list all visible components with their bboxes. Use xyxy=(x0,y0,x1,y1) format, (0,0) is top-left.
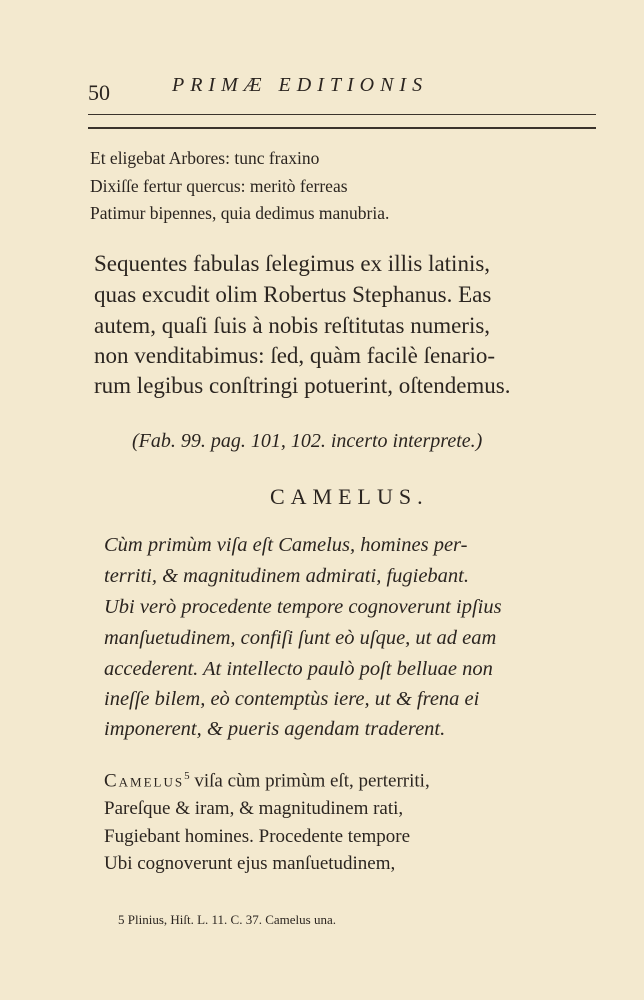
header-rule-thin xyxy=(88,114,596,115)
fable-prose-line: accederent. At intellecto paulò poſt belluae non xyxy=(104,658,493,680)
fable-verse-first-word: Camelus xyxy=(104,770,185,792)
prose-line: autem, quaſi ſuis à nobis reſtitutas numeris, xyxy=(94,313,491,338)
fable-verse-line xyxy=(104,770,430,792)
verse-line: Et eligebat Arbores: tunc fraxino xyxy=(90,148,320,168)
fable-prose-line: manſuetudinem, confiſi ſunt eò uſque, ut ad eam xyxy=(104,627,497,649)
fable-title: CAMELUS. xyxy=(270,484,429,509)
prose-line: Sequentes fabulas ſelegimus ex illis latinis, xyxy=(94,251,491,276)
fable-verse-line: Fugiebant homines. Procedente tempore xyxy=(104,826,411,847)
fable-verse-line: Ubi cognoverunt ejus manſuetudinem, xyxy=(104,853,396,874)
fable-verse-first-rest: viſa cùm primùm eſt, perterriti, xyxy=(194,770,430,792)
source-note: (Fab. 99. pag. 101, 102. incerto interprete.) xyxy=(132,430,483,452)
footnote: 5 Plinius, Hiſt. L. 11. C. 37. Camelus una. xyxy=(118,912,336,927)
fable-prose-line: territi, & magnitudinem admirati, fugiebant. xyxy=(104,565,470,587)
prose-line: quas excudit olim Robertus Stephanus. Eas xyxy=(94,282,492,307)
fable-prose-line: ineſſe bilem, eò contemptùs iere, ut & frena ei xyxy=(104,688,480,710)
fable-prose-line: Cùm primùm viſa eſt Camelus, homines per- xyxy=(104,534,468,556)
running-title: PRIMÆ EDITIONIS xyxy=(172,74,429,96)
verse-line: Dixiſſe fertur quercus: meritò ferreas xyxy=(90,176,348,196)
prose-line: non venditabimus: ſed, quàm facilè ſenario- xyxy=(94,343,496,368)
fable-prose-line: imponerent, & pueris agendam traderent. xyxy=(104,718,446,740)
page-number: 50 xyxy=(88,80,110,105)
fable-prose-line: Ubi verò procedente tempore cognoverunt ipſius xyxy=(104,596,502,618)
prose-line: rum legibus conſtringi potuerint, oſtendemus. xyxy=(94,373,511,398)
footnote-mark: 5 xyxy=(184,770,190,782)
header-rule-thick xyxy=(88,127,596,129)
fable-verse-line: Pareſque & iram, & magnitudinem rati, xyxy=(104,798,404,819)
verse-line: Patimur bipennes, quia dedimus manubria. xyxy=(90,203,390,223)
